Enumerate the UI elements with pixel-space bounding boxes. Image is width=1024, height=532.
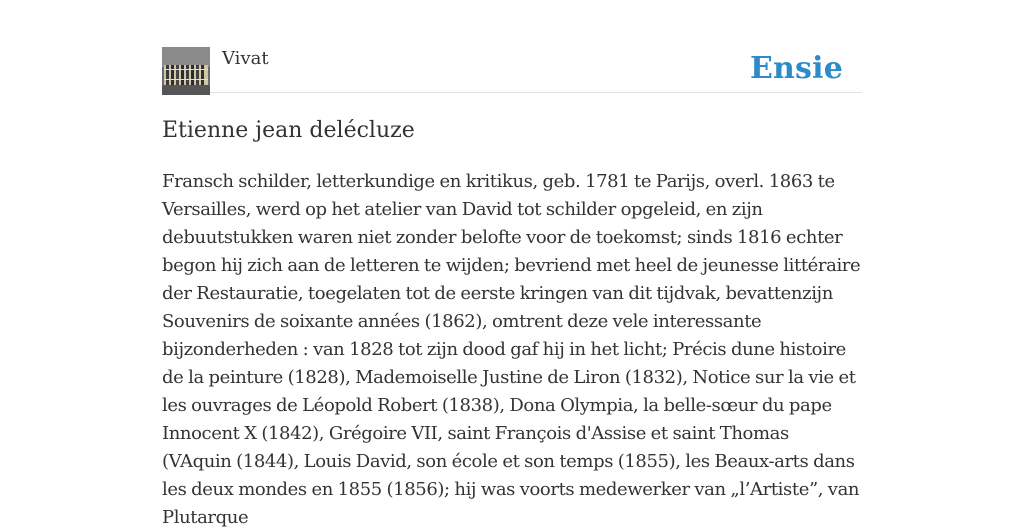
article-title: Etienne jean delécluze [162,118,415,143]
brand-logo-link[interactable]: Ensie [749,51,843,86]
books-icon [162,47,210,95]
header [162,46,862,93]
article-body: Fransch schilder, letterkundige en kritikus, geb. 1781 te Parijs, overl. 1863 te Versailles, werd op het atelier van David tot schilder opgeleid, en zijn debuutstukken waren niet zonder belofte voor de toekomst; sinds 1816 echter begon hij zich aan de letteren te wijden; bevriend met heel de jeunesse littéraire der Restauratie, toegelaten tot de eerste kringen van dit tijdvak, bevattenzijn Souvenirs de soixante années (1862), omtrent deze vele interessante bijzonderheden : van 1828 tot zijn dood gaf hij in het licht; Précis dune histoire de la peinture (1828), Mademoiselle Justine de Liron (1832), Notice sur la vie et les ouvrages de Léopold Robert (1838), Dona Olympia, la belle-sœur du pape Innocent X (1842), Grégoire VII, saint François d'Assise et saint Thomas (VAquin (1844), Louis David, son école et son temps (1855), les Beaux-arts dans les deux mondes en 1855 (1856); hij was voorts medewerker van „l’Artiste”, van Plutarque [162,171,861,528]
source-avatar[interactable] [162,47,210,95]
source-name-link[interactable]: Vivat [222,48,269,69]
